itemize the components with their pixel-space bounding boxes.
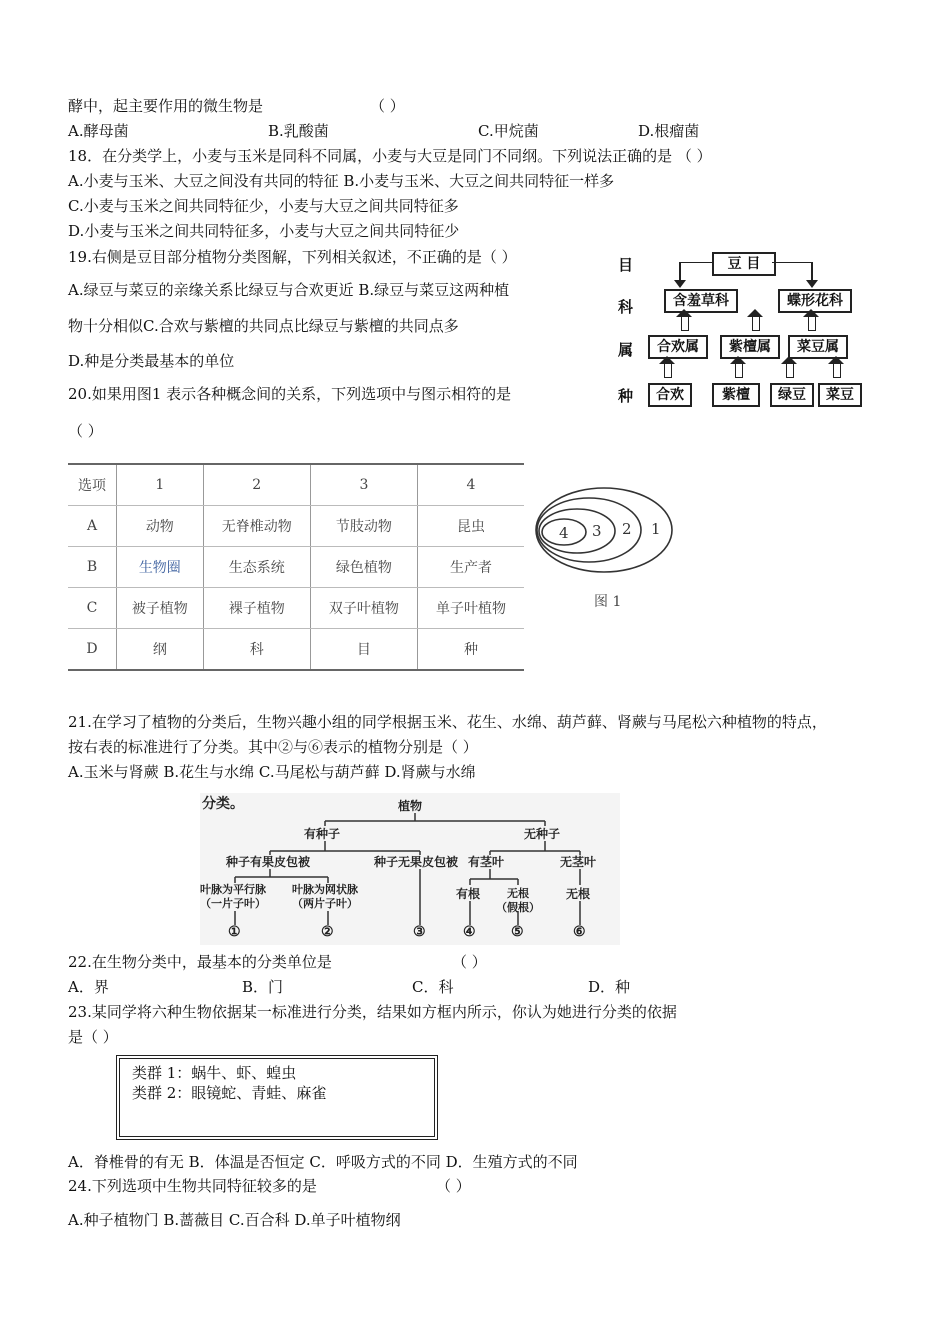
rank-species: 种 [618,387,634,405]
q19-option-d: D.种是分类最基本的单位 [68,352,235,370]
q22-option-d: D．种 [588,978,631,996]
arrow-up-icon [752,316,760,331]
table-cell: 绿色植物 [310,547,417,588]
table-cell: C [68,588,117,629]
q22-answer-paren: （ ） [452,953,487,971]
tree-node-has-root: 有根 [456,887,481,901]
q23-stem-line1: 23.某同学将六种生物依据某一标准进行分类，结果如方框内所示，你认为她进行分类的依据 [68,1003,677,1021]
tree-node-seed: 有种子 [304,827,341,841]
table-cell: A [68,506,117,547]
table-cell: 生物圈 [117,547,204,588]
tree-node-noseed: 无种子 [524,827,561,841]
rank-family: 科 [618,298,634,316]
q20-answer-paren: （ ） [68,422,103,440]
q19-stem: 19.右侧是豆目部分植物分类图解，下列相关叙述，不正确的是（ ） [68,248,517,266]
tree-leaf-3: ③ [413,924,426,940]
q17-option-b: B.乳酸菌 [268,122,329,140]
table-cell: 种 [418,629,525,671]
q17-option-d: D.根瘤菌 [638,122,700,140]
figure-1-caption: 图 1 [594,594,622,610]
table-cell: 生态系统 [203,547,310,588]
table-row [68,506,524,547]
table-header-cell: 4 [418,464,525,506]
table-header-cell: 2 [203,464,310,506]
table-cell: 目 [310,629,417,671]
q20-options-table [68,463,524,671]
q22-option-a: A．界 [68,978,109,996]
table-header-row [68,464,524,506]
q18-stem: 18．在分类学上，小麦与玉米是同科不同属，小麦与大豆是同门不同纲。下列说法正确的是 （ ） [68,147,712,165]
tree-corner-text: 分类。 [202,796,244,812]
tree-node-plant: 植物 [398,799,423,813]
figure-1-label: 1 [651,520,661,538]
tree-node-covered-seed: 种子有果皮包被 [226,855,311,869]
tree-lines [200,793,620,945]
q20-stem: 20.如果用图1 表示各种概念间的关系，下列选项中与图示相符的是 [68,385,512,403]
q22-option-c: C．科 [412,978,454,996]
species-kidney-bean-box: 菜豆 [818,383,862,407]
tree-leaf-5: ⑤ [511,924,524,940]
tree-leaf-1: ① [228,924,241,940]
table-header-cell: 3 [310,464,417,506]
q21-stem-line1: 21.在学习了植物的分类后，生物兴趣小组的同学根据玉米、花生、水绵、葫芦藓、肾蕨与马尾松六种植物的特点， [68,713,827,731]
genus-albizia-box: 合欢属 [648,335,708,359]
table-header-cell: 1 [117,464,204,506]
family-papilionaceae-box: 蝶形花科 [778,289,852,313]
table-cell: 无脊椎动物 [203,506,310,547]
table-row [68,629,524,671]
arrow-up-icon [664,363,672,378]
rank-order: 目 [618,256,634,274]
table-cell: 单子叶植物 [418,588,525,629]
rank-genus: 属 [618,341,634,359]
table-row [68,547,524,588]
tree-node-naked-seed: 种子无果皮包被 [374,855,459,869]
genus-phaseolus-box: 菜豆属 [788,335,848,359]
q17-option-a: A.酵母菌 [68,122,129,140]
arrow-up-icon [833,363,841,378]
q23-group-box [116,1055,438,1140]
table-cell: 纲 [117,629,204,671]
species-albizia-box: 合欢 [648,383,692,407]
table-cell: D [68,629,117,671]
tree-node-stem-leaf: 有茎叶 [468,855,505,869]
table-header-cell: 选项 [68,464,117,506]
q18-option-c: C.小麦与玉米之间共同特征少，小麦与大豆之间共同特征多 [68,197,459,215]
table-cell: B [68,547,117,588]
figure-1-label: 3 [592,522,602,540]
q21-options: A.玉米与肾蕨 B.花生与水绵 C.马尾松与葫芦藓 D.肾蕨与水绵 [68,763,476,781]
species-mung-bean-box: 绿豆 [770,383,814,407]
q21-stem-line2: 按右表的标准进行了分类。其中②与⑥表示的植物分别是（ ） [68,738,478,756]
q23-options: A．脊椎骨的有无 B．体温是否恒定 C．呼吸方式的不同 D．生殖方式的不同 [68,1153,578,1171]
arrow-up-icon [786,363,794,378]
q24-stem: 24.下列选项中生物共同特征较多的是 [68,1177,317,1195]
q19-option-ab: A.绿豆与菜豆的亲缘关系比绿豆与合欢更近 B.绿豆与菜豆这两种植 [68,281,510,299]
arrow-up-icon [681,316,689,331]
tree-leaf-6: ⑥ [573,924,586,940]
species-pterocarpus-box: 紫檀 [712,383,760,407]
tree-node-false-root: 无根 （假根） [496,887,540,914]
tree-node-no-stem-leaf: 无茎叶 [560,855,597,869]
table-cell: 动物 [117,506,204,547]
figure-1-nested-sets [534,486,674,586]
q19-option-bc: 物十分相似C.合欢与紫檀的共同点比绿豆与紫檀的共同点多 [68,317,459,335]
group-1-text: 类群 1：蜗牛、虾、蝗虫 [132,1064,297,1082]
table-row [68,588,524,629]
family-mimosaceae-box: 含羞草科 [664,289,738,313]
q18-option-ab: A.小麦与玉米、大豆之间没有共同的特征 B.小麦与玉米、大豆之间共同特征一样多 [68,172,615,190]
q22-option-b: B．门 [242,978,284,996]
table-cell: 裸子植物 [203,588,310,629]
tree-leaf-4: ④ [463,924,476,940]
genus-pterocarpus-box: 紫檀属 [720,335,780,359]
table-cell: 科 [203,629,310,671]
figure-1-label: 4 [559,524,569,542]
table-cell: 昆虫 [418,506,525,547]
q17-option-c: C.甲烷菌 [478,122,539,140]
q18-option-d: D.小麦与玉米之间共同特征多，小麦与大豆之间共同特征少 [68,222,460,240]
arrow-up-icon [808,316,816,331]
group-2-text: 类群 2：眼镜蛇、青蛙、麻雀 [132,1084,327,1102]
plant-classification-tree [200,793,620,945]
q17-answer-paren: （ ） [370,97,405,115]
table-cell: 节肢动物 [310,506,417,547]
q24-answer-paren: （ ） [436,1177,471,1195]
order-connector [660,262,840,292]
q23-stem-line2: 是（ ） [68,1028,118,1046]
q22-stem: 22.在生物分类中，最基本的分类单位是 [68,953,332,971]
tree-leaf-2: ② [321,924,334,940]
q17-stem: 酵中，起主要作用的微生物是 [68,97,264,115]
tree-node-no-root: 无根 [566,887,591,901]
order-box: 豆 目 [712,252,776,276]
table-cell: 被子植物 [117,588,204,629]
tree-node-parallel-vein: 叶脉为平行脉 （一片子叶） [200,883,266,910]
table-cell: 生产者 [418,547,525,588]
table-cell: 双子叶植物 [310,588,417,629]
arrow-up-icon [735,363,743,378]
q24-options: A.种子植物门 B.蔷薇目 C.百合科 D.单子叶植物纲 [68,1211,401,1229]
tree-node-net-vein: 叶脉为网状脉 （两片子叶） [292,883,358,910]
figure-1-label: 2 [622,520,632,538]
